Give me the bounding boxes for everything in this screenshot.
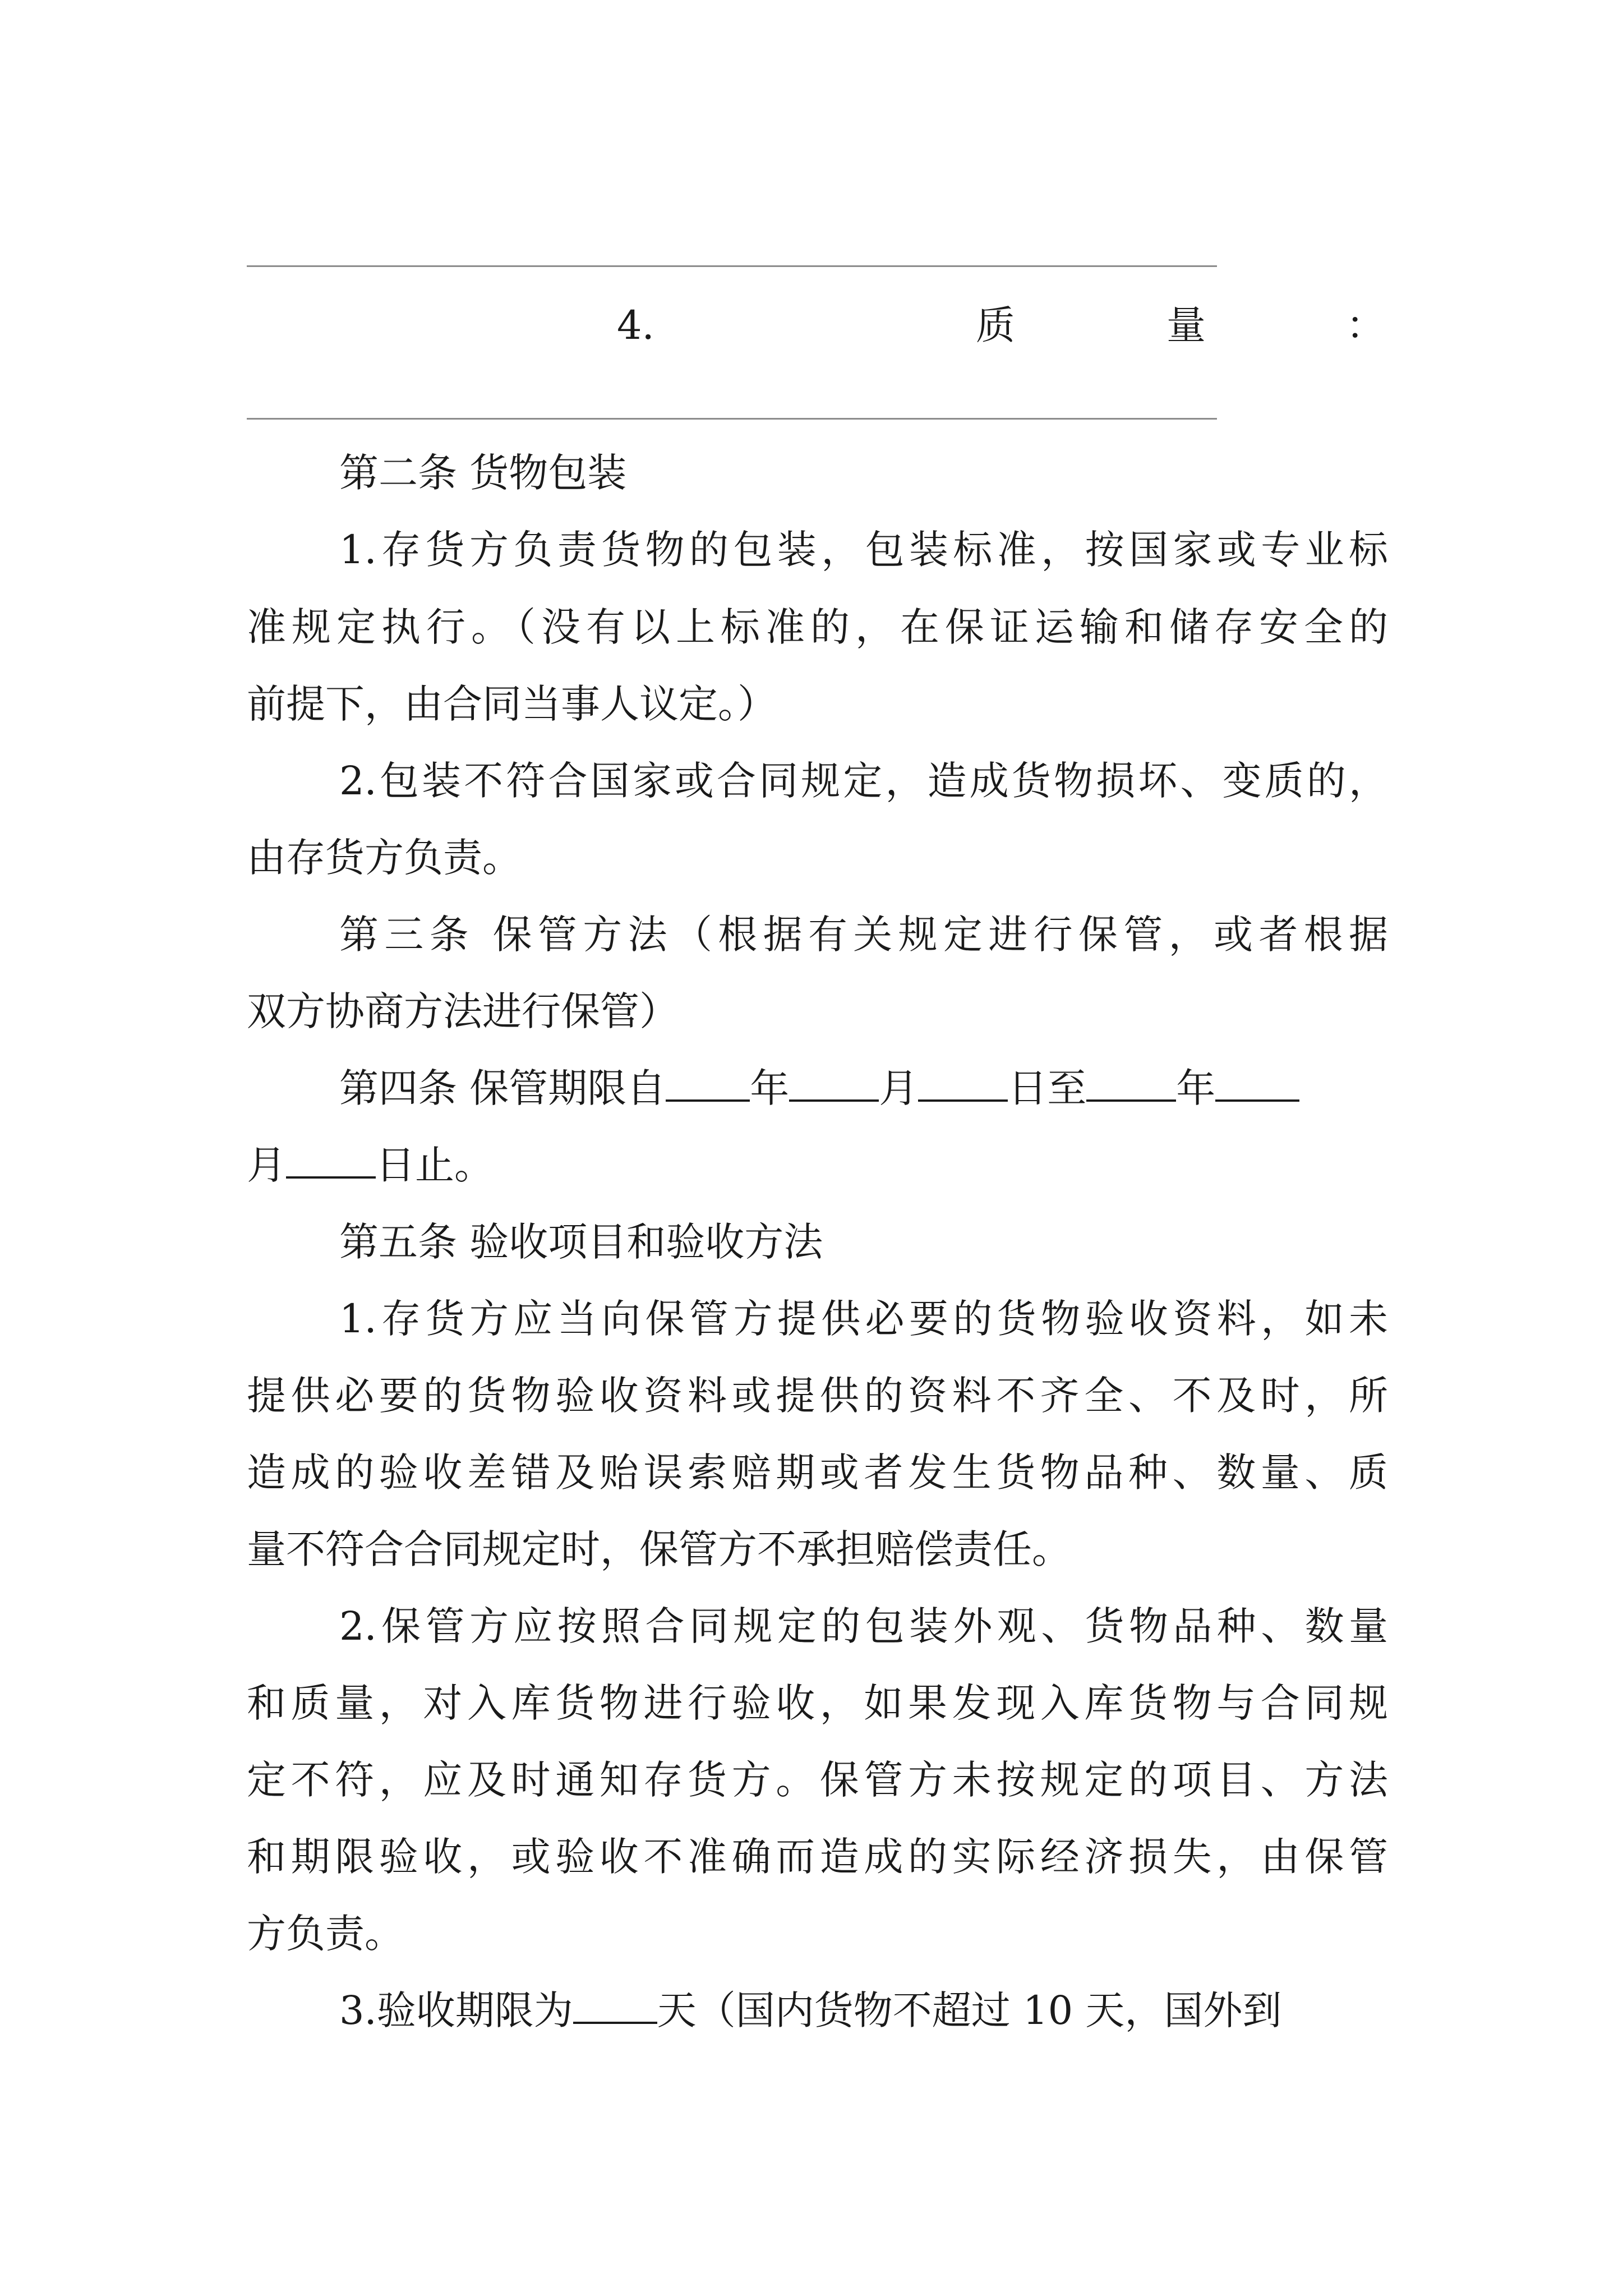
article-5-para-1-line-2: 提供必要的货物验收资料或提供的资料不齐全、不及时，所 bbox=[247, 1373, 1388, 1419]
article-5-heading: 第五条 验收项目和验收方法 bbox=[339, 1219, 823, 1265]
article-5-para-3-line-1 bbox=[339, 1982, 1281, 2039]
article-5-para-2-line-2: 和质量，对入库货物进行验收，如果发现入库货物与合同规 bbox=[247, 1680, 1388, 1726]
end-month-blank[interactable] bbox=[1215, 1065, 1299, 1102]
article-2-para-2-line-1: 2.包装不符合国家或合同规定，造成货物损坏、变质的， bbox=[339, 758, 1388, 804]
start-month-blank[interactable] bbox=[789, 1065, 879, 1102]
article-4-text-month-2: 月 bbox=[247, 1142, 286, 1188]
article-2-para-1-line-2: 准规定执行。（没有以上标准的，在保证运输和储存安全的 bbox=[247, 604, 1388, 650]
article-4-text-from: 第四条 保管期限自 bbox=[339, 1065, 666, 1111]
quality-item-number: 4. bbox=[617, 302, 654, 348]
article-5-para-2-line-3: 定不符，应及时通知存货方。保管方未按规定的项目、方法 bbox=[247, 1757, 1388, 1803]
article-4-text-end: 日止。 bbox=[376, 1142, 494, 1188]
article-4-text-year-1: 年 bbox=[750, 1065, 790, 1111]
article-3-line-2: 双方协商方法进行保管） bbox=[247, 988, 679, 1034]
article-2-para-1-line-1: 1.存货方负责货物的包装，包装标准，按国家或专业标 bbox=[339, 527, 1388, 573]
article-5-text-inspection-period: 3.验收期限为 bbox=[339, 1987, 573, 2033]
top-separator-line bbox=[247, 265, 1217, 267]
article-5-para-2-line-5: 方负责。 bbox=[247, 1911, 404, 1957]
article-4-text-day-to: 日至 bbox=[1008, 1065, 1087, 1111]
inspection-days-blank[interactable] bbox=[573, 1987, 657, 2024]
quality-item-colon: ： bbox=[1346, 302, 1385, 348]
article-4-line-1 bbox=[339, 1060, 1299, 1116]
end-day-blank[interactable] bbox=[286, 1142, 376, 1179]
article-5-para-1-line-3: 造成的验收差错及贻误索赔期或者发生货物品种、数量、质 bbox=[247, 1450, 1388, 1496]
article-3-line-1: 第三条 保管方法（根据有关规定进行保管，或者根据 bbox=[339, 912, 1388, 958]
start-day-blank[interactable] bbox=[918, 1065, 1008, 1102]
article-4-line-2 bbox=[247, 1137, 494, 1193]
quality-item-char-2: 量 bbox=[1166, 302, 1206, 348]
end-year-blank[interactable] bbox=[1086, 1065, 1176, 1102]
article-5-para-2-line-1: 2.保管方应按照合同规定的包装外观、货物品种、数量 bbox=[339, 1603, 1388, 1649]
article-2-para-1-line-3: 前提下，由合同当事人议定。） bbox=[247, 681, 777, 727]
start-year-blank[interactable] bbox=[666, 1065, 750, 1102]
article-5-para-2-line-4: 和期限验收，或验收不准确而造成的实际经济损失，由保管 bbox=[247, 1834, 1388, 1880]
quality-item-char-1: 质 bbox=[976, 302, 1015, 348]
article-5-para-1-line-4: 量不符合合同规定时，保管方不承担赔偿责任。 bbox=[247, 1526, 1071, 1572]
article-2-heading: 第二条 货物包装 bbox=[339, 450, 627, 496]
article-2-para-2-line-2: 由存货方负责。 bbox=[247, 835, 522, 881]
bottom-separator-line bbox=[247, 418, 1217, 420]
article-4-text-year-2: 年 bbox=[1176, 1065, 1216, 1111]
article-5-para-1-line-1: 1.存货方应当向保管方提供必要的货物验收资料，如未 bbox=[339, 1296, 1388, 1342]
article-5-text-days-note: 天（国内货物不超过 10 天，国外到 bbox=[657, 1987, 1282, 2033]
article-4-text-month-1: 月 bbox=[879, 1065, 919, 1111]
